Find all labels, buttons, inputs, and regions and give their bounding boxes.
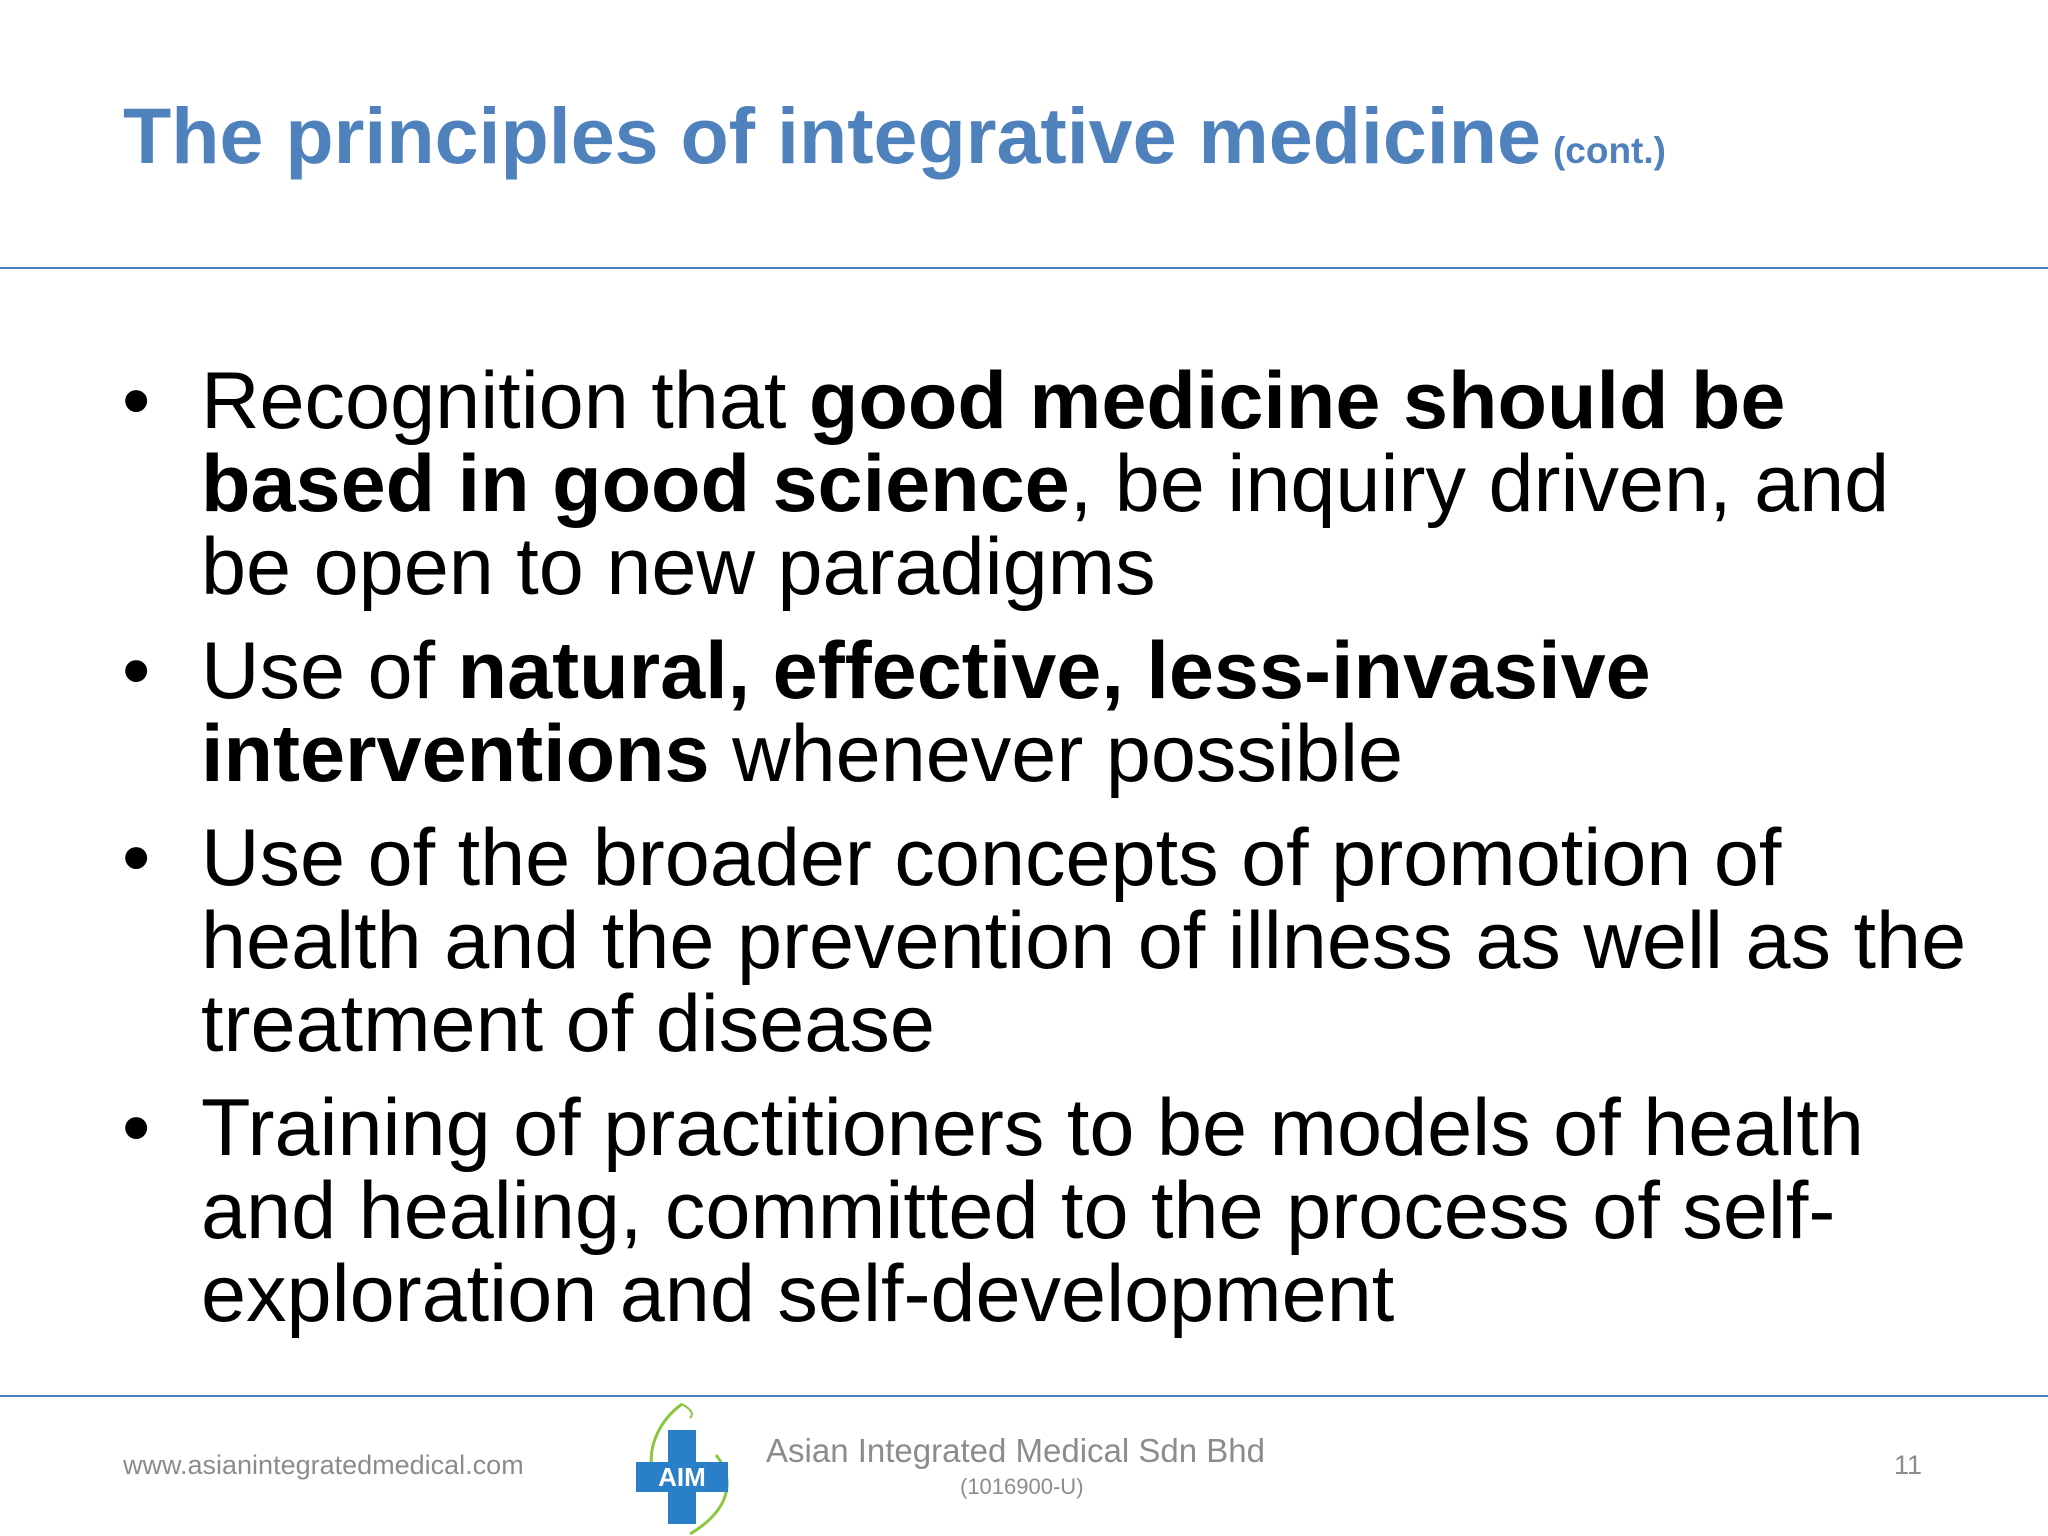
bullet-text: Use of the broader concepts of promotion of health and the prevention of illness as well as the treatment of disease	[201, 813, 1967, 1069]
logo-text: AIM	[658, 1462, 706, 1492]
bullet-text: , be inquiry driven, and be open to new paradigms	[201, 439, 1890, 612]
title-suffix: (cont.)	[1552, 130, 1666, 171]
bullet-item	[120, 626, 1980, 799]
bullet-list	[120, 356, 1980, 1357]
bullet-text-bold: natural, effective, less-invasive interventions	[201, 626, 1651, 799]
footer-divider	[0, 1395, 2048, 1397]
header-divider	[0, 267, 2048, 269]
bullet-text: Use of	[201, 626, 458, 716]
company-name: Asian Integrated Medical Sdn Bhd	[766, 1432, 1265, 1469]
bullet-item	[120, 356, 1980, 612]
bullet-text: Training of practitioners to be models of health and healing, committed to the process of self-exploration and self-development	[201, 1083, 1864, 1339]
bullet-dot: •	[122, 356, 151, 446]
bullet-text-bold: good medicine should be based in good science	[201, 356, 1786, 529]
bullet-dot: •	[122, 813, 151, 903]
page-number: 11	[1894, 1450, 1923, 1480]
bullet-dot: •	[122, 1083, 151, 1173]
title-main: The principles of integrative medicine	[123, 91, 1541, 180]
bullet-dot: •	[122, 626, 151, 716]
aim-logo-icon	[630, 1400, 740, 1535]
bullet-text: whenever possible	[709, 709, 1403, 799]
footer-website: www.asianintegratedmedical.com	[123, 1450, 524, 1480]
slide-title	[123, 91, 1666, 180]
bullet-item	[120, 1083, 1980, 1339]
bullet-text: Recognition that	[201, 356, 809, 446]
bullet-item	[120, 813, 1980, 1069]
company-registration: (1016900-U)	[960, 1474, 1084, 1499]
